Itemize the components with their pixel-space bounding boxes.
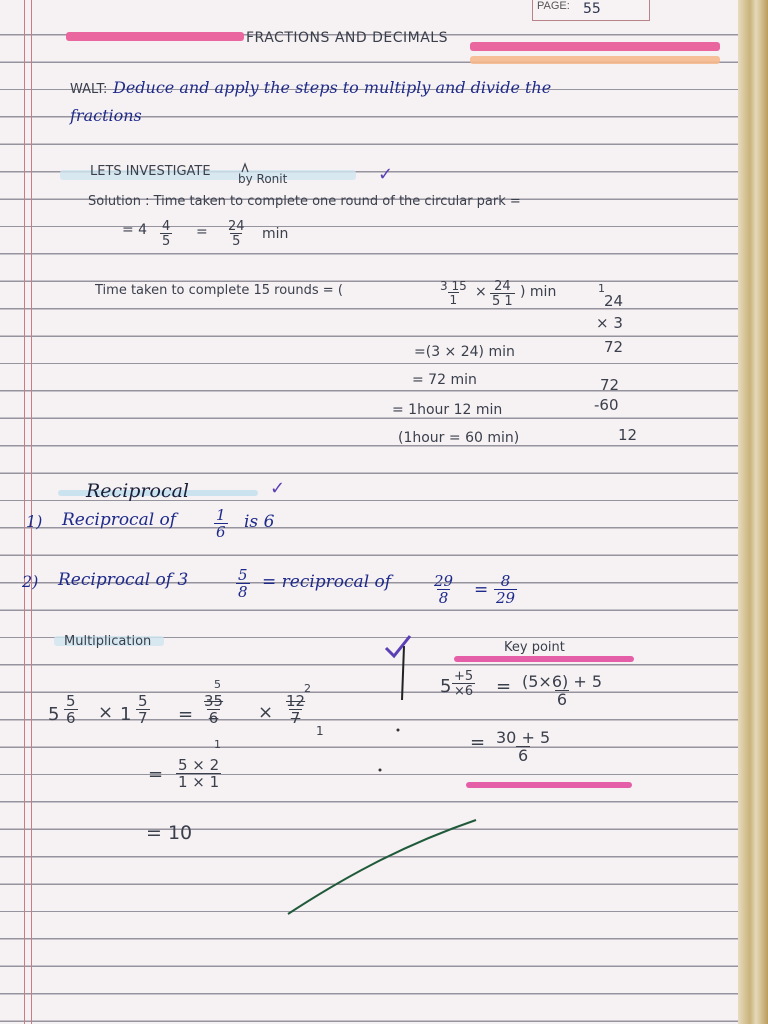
mult-times-2: × [258, 702, 274, 723]
walt-text-line1: Deduce and apply the steps to multiply and divide the [113, 78, 552, 97]
eq1-equals: = [196, 224, 208, 240]
calc1-multiplier: × 3 [596, 314, 623, 332]
step-2: = 72 min [412, 372, 477, 388]
mult-denominator-2: 7 [138, 709, 148, 727]
mult-numerator-1: 5 [66, 692, 76, 710]
investigate-heading: LETS INVESTIGATE [90, 164, 211, 179]
keypoint-heading: Key point [504, 640, 565, 655]
mult-numerator-4: 12 [286, 692, 306, 710]
check-mark-icon: ✓ [378, 164, 394, 185]
mult-times: × [98, 702, 114, 723]
mult-cancel-top-2: 2 [304, 682, 311, 695]
dot-mark [379, 769, 382, 772]
mult-cancel-bottom-2: 1 [316, 724, 324, 738]
walt-label: WALT: [70, 82, 108, 97]
rounds-line: Time taken to complete 15 rounds = ( [95, 283, 343, 298]
eq1-numerator: 4 [162, 219, 171, 234]
mult-whole-1: 5 [48, 704, 60, 725]
rounds-numerator-2: 24 [494, 279, 511, 294]
solution-line: Solution : Time taken to complete one round of the circular park = [88, 194, 521, 209]
rounds-denominator-2: 5 1 [492, 294, 513, 309]
mult-whole-2: 1 [120, 704, 132, 725]
reciprocal-item-2-numerator: 5 [238, 566, 248, 584]
keypoint-equals-2: = [470, 732, 486, 753]
mult-denominator-4: 7 [290, 709, 301, 727]
green-stroke [288, 820, 476, 914]
mult-denominator-3: 6 [208, 709, 219, 727]
reciprocal-heading: Reciprocal [86, 480, 189, 502]
keypoint-rhs-1-numerator: (5×6) + 5 [522, 672, 603, 691]
eq1-denominator: 5 [162, 234, 171, 249]
rounds-numerator-1: 3 15 [440, 279, 467, 293]
mult-equals: = [178, 704, 194, 725]
mult-step-denominator: 1 × 1 [178, 773, 220, 791]
reciprocal-item-1-denominator: 6 [216, 523, 226, 541]
check-mark-icon: ✓ [270, 478, 286, 499]
eq1-numerator-2: 24 [228, 219, 245, 234]
eq1-denominator-2: 5 [232, 234, 241, 249]
investigate-author: by Ronit [238, 172, 288, 186]
keypoint-whole: 5 [440, 676, 452, 697]
reciprocal-item-2-equals: = [474, 580, 489, 600]
calc1-result: 72 [604, 338, 624, 356]
reciprocal-item-2-denominator: 8 [238, 583, 248, 601]
keypoint-rhs-2-numerator: 30 + 5 [496, 728, 551, 747]
keypoint-rhs-2-denominator: 6 [517, 746, 529, 765]
calc2-top: 72 [600, 376, 620, 394]
mult-result: = 10 [146, 822, 193, 844]
rounds-times: × [475, 284, 487, 300]
reciprocal-item-1-number: 1) [26, 512, 43, 531]
keypoint-equals-1: = [496, 676, 512, 697]
calc-mark: 1 [598, 282, 605, 295]
reciprocal-item-2-text: Reciprocal of 3 [58, 570, 189, 590]
mult-step-numerator: 5 × 2 [178, 756, 220, 774]
page-number: 55 [583, 1, 601, 17]
rounds-denominator-1: 1 [449, 293, 458, 307]
check-mark-icon [386, 636, 410, 656]
step-4: (1hour = 60 min) [398, 430, 520, 446]
step-3: = 1hour 12 min [392, 402, 503, 418]
step-1: =(3 × 24) min [414, 344, 515, 360]
page-title: FRACTIONS AND DECIMALS [246, 30, 448, 46]
calc1-top: 24 [604, 292, 624, 310]
reciprocal-item-2-denominator-3: 29 [496, 589, 516, 607]
reciprocal-item-2-numerator-3: 8 [500, 572, 511, 590]
reciprocal-item-2-denominator-2: 8 [438, 589, 449, 607]
keypoint-denominator: ×6 [454, 684, 474, 699]
mult-numerator-2: 5 [138, 692, 148, 710]
keypoint-rhs-1-denominator: 6 [556, 690, 568, 709]
mult-step-equals: = [148, 764, 164, 785]
reciprocal-item-2-mid: = reciprocal of [262, 572, 392, 592]
calc2-result: 12 [618, 426, 638, 444]
reciprocal-item-1-tail: is 6 [244, 512, 275, 532]
reciprocal-item-2-number: 2) [22, 572, 39, 591]
reciprocal-item-1-numerator: 1 [216, 506, 226, 524]
dot-mark [397, 729, 400, 732]
multiplication-heading: Multiplication [64, 634, 152, 649]
keypoint-numerator: +5 [454, 669, 474, 684]
mult-numerator-3: 35 [204, 692, 224, 710]
walt-text-line2: fractions [70, 106, 142, 125]
reciprocal-item-1-text: Reciprocal of [62, 510, 177, 530]
caret-mark [242, 164, 248, 172]
mult-denominator-1: 6 [66, 709, 76, 727]
mult-cancel-top-1: 5 [214, 678, 221, 691]
eq1-prefix: = 4 [122, 222, 148, 238]
calc2-subtract: -60 [594, 396, 619, 414]
page-label: PAGE: [537, 0, 570, 12]
reciprocal-item-2-numerator-2: 29 [434, 572, 454, 590]
divider-stroke [402, 646, 404, 700]
mult-cancel-bottom-1: 1 [214, 738, 221, 751]
eq1-unit: min [262, 226, 289, 242]
rounds-close: ) min [520, 284, 557, 300]
